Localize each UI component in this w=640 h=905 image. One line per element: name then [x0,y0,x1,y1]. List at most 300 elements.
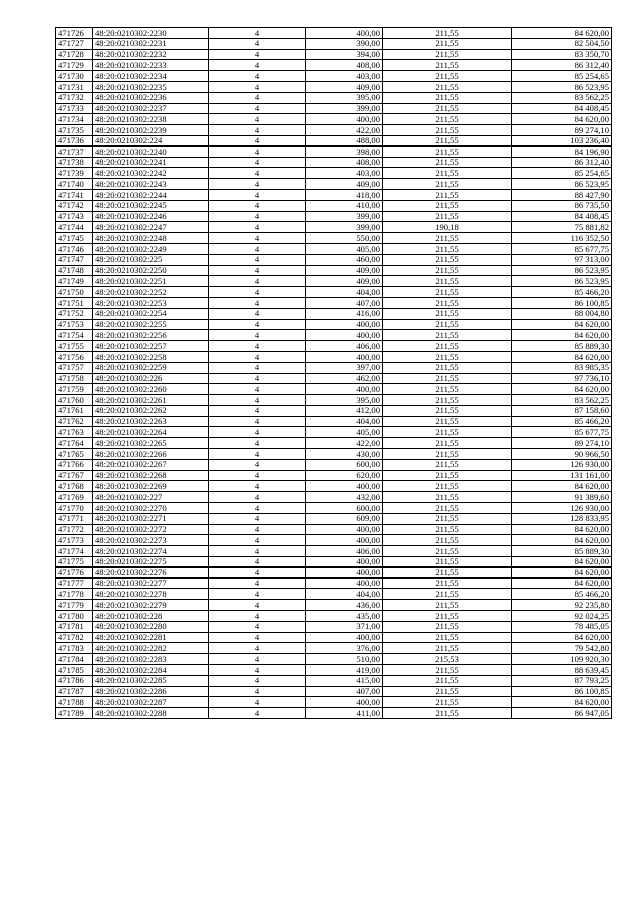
area-cell: 400,00 [306,535,383,546]
group-number-cell: 4 [209,643,306,654]
record-number-cell: 471742 [56,200,93,211]
specific-value-cell: 211,55 [383,405,512,416]
cadastral-number-cell: 48:20:0210302:2275 [93,557,209,568]
group-number-cell: 4 [209,362,306,373]
group-number-cell: 4 [209,416,306,427]
group-number-cell: 4 [209,157,306,168]
specific-value-cell: 211,55 [383,189,512,200]
cadastral-number-cell: 48:20:0210302:2286 [93,686,209,697]
cadastral-number-cell: 48:20:0210302:2248 [93,233,209,244]
group-number-cell: 4 [209,276,306,287]
record-number-cell: 471788 [56,697,93,708]
group-number-cell: 4 [209,535,306,546]
cadastral-value-cell: 92 024,25 [512,611,612,622]
area-cell: 400,00 [306,319,383,330]
cadastral-number-cell: 48:20:0210302:2285 [93,675,209,686]
cadastral-number-cell: 48:20:0210302:2238 [93,114,209,125]
table-row [56,589,612,600]
record-number-cell: 471756 [56,351,93,362]
area-cell: 432,00 [306,492,383,503]
cadastral-value-cell: 91 389,60 [512,492,612,503]
area-cell: 406,00 [306,341,383,352]
specific-value-cell: 211,55 [383,546,512,557]
specific-value-cell: 211,55 [383,28,512,39]
cadastral-value-cell: 83 562,25 [512,395,612,406]
table-row [56,362,612,373]
area-cell: 407,00 [306,297,383,308]
cadastral-number-cell: 48:20:0210302:2244 [93,189,209,200]
record-number-cell: 471765 [56,449,93,460]
cadastral-number-cell: 48:20:0210302:2267 [93,459,209,470]
cadastral-number-cell: 48:20:0210302:2235 [93,81,209,92]
group-number-cell: 4 [209,211,306,222]
area-cell: 400,00 [306,114,383,125]
specific-value-cell: 211,55 [383,308,512,319]
cadastral-value-cell: 84 620,00 [512,535,612,546]
group-number-cell: 4 [209,708,306,719]
group-number-cell: 4 [209,686,306,697]
group-number-cell: 4 [209,49,306,60]
area-cell: 376,00 [306,643,383,654]
group-number-cell: 4 [209,92,306,103]
group-number-cell: 4 [209,503,306,514]
cadastral-number-cell: 48:20:0210302:2255 [93,319,209,330]
specific-value-cell: 211,55 [383,395,512,406]
cadastral-number-cell: 48:20:0210302:2266 [93,449,209,460]
cadastral-number-cell: 48:20:0210302:2270 [93,503,209,514]
record-number-cell: 471787 [56,686,93,697]
area-cell: 418,00 [306,189,383,200]
group-number-cell: 4 [209,71,306,82]
cadastral-value-cell: 128 833,95 [512,513,612,524]
area-cell: 409,00 [306,276,383,287]
record-number-cell: 471781 [56,621,93,632]
cadastral-value-cell: 97 736,10 [512,373,612,384]
table-row [56,600,612,611]
group-number-cell: 4 [209,146,306,157]
record-number-cell: 471754 [56,330,93,341]
specific-value-cell: 211,55 [383,243,512,254]
area-cell: 400,00 [306,578,383,589]
cadastral-number-cell: 48:20:0210302:2239 [93,125,209,136]
cadastral-number-cell: 48:20:0210302:2243 [93,179,209,190]
specific-value-cell: 211,55 [383,146,512,157]
area-cell: 400,00 [306,557,383,568]
table-row [56,567,612,578]
cadastral-value-cell: 86 523,95 [512,276,612,287]
area-cell: 407,00 [306,686,383,697]
group-number-cell: 4 [209,675,306,686]
specific-value-cell: 211,55 [383,665,512,676]
table-row [56,578,612,589]
specific-value-cell: 211,55 [383,38,512,49]
record-number-cell: 471727 [56,38,93,49]
group-number-cell: 4 [209,135,306,146]
cadastral-number-cell: 48:20:0210302:226 [93,373,209,384]
group-number-cell: 4 [209,103,306,114]
record-number-cell: 471764 [56,438,93,449]
specific-value-cell: 211,55 [383,103,512,114]
specific-value-cell: 211,55 [383,384,512,395]
table-row [56,351,612,362]
cadastral-value-cell: 85 889,30 [512,341,612,352]
group-number-cell: 4 [209,654,306,665]
cadastral-number-cell: 48:20:0210302:2251 [93,276,209,287]
cadastral-number-cell: 48:20:0210302:2257 [93,341,209,352]
specific-value-cell: 211,55 [383,341,512,352]
specific-value-cell: 211,55 [383,200,512,211]
specific-value-cell: 211,55 [383,92,512,103]
cadastral-value-cell: 86 100,85 [512,297,612,308]
specific-value-cell: 211,55 [383,373,512,384]
group-number-cell: 4 [209,405,306,416]
record-number-cell: 471760 [56,395,93,406]
table-row [56,643,612,654]
group-number-cell: 4 [209,600,306,611]
table-row [56,38,612,49]
group-number-cell: 4 [209,168,306,179]
group-number-cell: 4 [209,38,306,49]
record-number-cell: 471741 [56,189,93,200]
table-row [56,103,612,114]
record-number-cell: 471789 [56,708,93,719]
group-number-cell: 4 [209,341,306,352]
cadastral-value-cell: 84 620,00 [512,330,612,341]
group-number-cell: 4 [209,351,306,362]
area-cell: 416,00 [306,308,383,319]
cadastral-value-cell: 84 620,00 [512,524,612,535]
group-number-cell: 4 [209,125,306,136]
table-row [56,146,612,157]
cadastral-value-cell: 86 523,95 [512,81,612,92]
record-number-cell: 471745 [56,233,93,244]
table-row [56,81,612,92]
group-number-cell: 4 [209,665,306,676]
table-row [56,535,612,546]
specific-value-cell: 211,55 [383,233,512,244]
area-cell: 419,00 [306,665,383,676]
cadastral-number-cell: 48:20:0210302:2264 [93,427,209,438]
cadastral-number-cell: 48:20:0210302:2276 [93,567,209,578]
group-number-cell: 4 [209,557,306,568]
cadastral-value-cell: 83 985,35 [512,362,612,373]
group-number-cell: 4 [209,481,306,492]
cadastral-value-cell: 89 274,10 [512,438,612,449]
cadastral-number-cell: 48:20:0210302:2240 [93,146,209,157]
group-number-cell: 4 [209,632,306,643]
record-number-cell: 471762 [56,416,93,427]
record-number-cell: 471759 [56,384,93,395]
record-number-cell: 471747 [56,254,93,265]
specific-value-cell: 211,55 [383,135,512,146]
cadastral-number-cell: 48:20:0210302:2272 [93,524,209,535]
record-number-cell: 471752 [56,308,93,319]
cadastral-value-cell: 109 920,30 [512,654,612,665]
table-row [56,341,612,352]
cadastral-number-cell: 48:20:0210302:2258 [93,351,209,362]
area-cell: 394,00 [306,49,383,60]
group-number-cell: 4 [209,189,306,200]
cadastral-number-cell: 48:20:0210302:2230 [93,28,209,39]
table-row [56,157,612,168]
table-row [56,557,612,568]
group-number-cell: 4 [209,449,306,460]
cadastral-value-cell: 84 620,00 [512,351,612,362]
cadastral-number-cell: 48:20:0210302:2274 [93,546,209,557]
record-number-cell: 471748 [56,265,93,276]
cadastral-number-cell: 48:20:0210302:2232 [93,49,209,60]
table-row [56,330,612,341]
cadastral-value-cell: 84 620,00 [512,28,612,39]
specific-value-cell: 211,55 [383,600,512,611]
cadastral-value-cell: 85 677,75 [512,243,612,254]
cadastral-number-cell: 48:20:0210302:2256 [93,330,209,341]
table-row [56,449,612,460]
cadastral-value-cell: 116 352,50 [512,233,612,244]
area-cell: 400,00 [306,697,383,708]
table-row [56,665,612,676]
table-row [56,513,612,524]
record-number-cell: 471776 [56,567,93,578]
cadastral-value-cell: 84 620,00 [512,384,612,395]
cadastral-number-cell: 48:20:0210302:2281 [93,632,209,643]
table-row [56,405,612,416]
table-row [56,28,612,39]
cadastral-value-cell: 86 523,95 [512,265,612,276]
group-number-cell: 4 [209,28,306,39]
cadastral-value-cell: 87 158,60 [512,405,612,416]
group-number-cell: 4 [209,578,306,589]
group-number-cell: 4 [209,524,306,535]
area-cell: 404,00 [306,287,383,298]
record-number-cell: 471755 [56,341,93,352]
cadastral-number-cell: 48:20:0210302:2241 [93,157,209,168]
specific-value-cell: 211,55 [383,157,512,168]
area-cell: 436,00 [306,600,383,611]
record-number-cell: 471786 [56,675,93,686]
cadastral-value-cell: 131 161,00 [512,470,612,481]
specific-value-cell: 211,55 [383,416,512,427]
specific-value-cell: 211,55 [383,643,512,654]
table-row [56,481,612,492]
group-number-cell: 4 [209,265,306,276]
record-number-cell: 471758 [56,373,93,384]
area-cell: 400,00 [306,384,383,395]
table-row [56,459,612,470]
specific-value-cell: 211,55 [383,470,512,481]
area-cell: 403,00 [306,168,383,179]
record-number-cell: 471763 [56,427,93,438]
specific-value-cell: 211,55 [383,211,512,222]
specific-value-cell: 211,55 [383,49,512,60]
area-cell: 405,00 [306,243,383,254]
cadastral-value-cell: 85 466,20 [512,287,612,298]
cadastral-number-cell: 48:20:0210302:224 [93,135,209,146]
record-number-cell: 471731 [56,81,93,92]
area-cell: 409,00 [306,265,383,276]
record-number-cell: 471738 [56,157,93,168]
group-number-cell: 4 [209,697,306,708]
table-row [56,243,612,254]
cadastral-value-cell: 86 312,40 [512,60,612,71]
area-cell: 409,00 [306,81,383,92]
table-row [56,416,612,427]
group-number-cell: 4 [209,243,306,254]
area-cell: 462,00 [306,373,383,384]
record-number-cell: 471730 [56,71,93,82]
area-cell: 400,00 [306,481,383,492]
table-row [56,384,612,395]
table-row [56,470,612,481]
table-row [56,125,612,136]
group-number-cell: 4 [209,114,306,125]
record-number-cell: 471735 [56,125,93,136]
area-cell: 405,00 [306,427,383,438]
area-cell: 403,00 [306,71,383,82]
cadastral-value-cell: 126 930,00 [512,459,612,470]
record-number-cell: 471777 [56,578,93,589]
specific-value-cell: 211,55 [383,438,512,449]
cadastral-value-cell: 86 312,40 [512,157,612,168]
record-number-cell: 471734 [56,114,93,125]
cadastral-number-cell: 48:20:0210302:2282 [93,643,209,654]
specific-value-cell: 211,55 [383,254,512,265]
specific-value-cell: 211,55 [383,276,512,287]
cadastral-value-cell: 87 793,25 [512,675,612,686]
cadastral-value-cell: 85 466,20 [512,589,612,600]
table-row [56,135,612,146]
group-number-cell: 4 [209,373,306,384]
group-number-cell: 4 [209,308,306,319]
cadastral-number-cell: 48:20:0210302:2280 [93,621,209,632]
specific-value-cell: 211,55 [383,60,512,71]
cadastral-number-cell: 48:20:0210302:2250 [93,265,209,276]
area-cell: 390,00 [306,38,383,49]
cadastral-number-cell: 48:20:0210302:2247 [93,222,209,233]
cadastral-number-cell: 48:20:0210302:2231 [93,38,209,49]
table-row [56,492,612,503]
specific-value-cell: 211,55 [383,697,512,708]
cadastral-value-cell: 97 313,00 [512,254,612,265]
specific-value-cell: 211,55 [383,459,512,470]
specific-value-cell: 211,55 [383,686,512,697]
cadastral-value-cell: 75 881,82 [512,222,612,233]
record-number-cell: 471728 [56,49,93,60]
cadastral-value-cell: 86 523,95 [512,179,612,190]
area-cell: 600,00 [306,503,383,514]
area-cell: 550,00 [306,233,383,244]
table-row [56,254,612,265]
table-row [56,686,612,697]
table-row [56,621,612,632]
record-number-cell: 471782 [56,632,93,643]
cadastral-value-cell: 92 235,80 [512,600,612,611]
record-number-cell: 471729 [56,60,93,71]
specific-value-cell: 211,55 [383,492,512,503]
specific-value-cell: 211,55 [383,427,512,438]
group-number-cell: 4 [209,395,306,406]
record-number-cell: 471749 [56,276,93,287]
area-cell: 510,00 [306,654,383,665]
record-number-cell: 471774 [56,546,93,557]
specific-value-cell: 211,55 [383,330,512,341]
record-number-cell: 471751 [56,297,93,308]
record-number-cell: 471732 [56,92,93,103]
record-number-cell: 471739 [56,168,93,179]
group-number-cell: 4 [209,621,306,632]
cadastral-number-cell: 48:20:0210302:228 [93,611,209,622]
group-number-cell: 4 [209,60,306,71]
cadastral-value-cell: 88 639,45 [512,665,612,676]
area-cell: 404,00 [306,416,383,427]
specific-value-cell: 211,55 [383,567,512,578]
specific-value-cell: 211,55 [383,524,512,535]
cadastral-value-cell: 86 100,85 [512,686,612,697]
cadastral-number-cell: 48:20:0210302:2261 [93,395,209,406]
specific-value-cell: 211,55 [383,557,512,568]
cadastral-number-cell: 48:20:0210302:2252 [93,287,209,298]
table-body [56,28,612,719]
area-cell: 371,00 [306,621,383,632]
record-number-cell: 471769 [56,492,93,503]
cadastral-number-cell: 48:20:0210302:2262 [93,405,209,416]
table-row [56,233,612,244]
cadastral-number-cell: 48:20:0210302:2233 [93,60,209,71]
specific-value-cell: 190,18 [383,222,512,233]
group-number-cell: 4 [209,254,306,265]
cadastral-number-cell: 48:20:0210302:2283 [93,654,209,665]
specific-value-cell: 211,55 [383,351,512,362]
cadastral-value-cell: 83 350,70 [512,49,612,60]
area-cell: 411,00 [306,708,383,719]
specific-value-cell: 211,55 [383,513,512,524]
area-cell: 397,00 [306,362,383,373]
cadastral-number-cell: 48:20:0210302:2277 [93,578,209,589]
area-cell: 409,00 [306,179,383,190]
cadastral-number-cell: 48:20:0210302:225 [93,254,209,265]
specific-value-cell: 211,55 [383,481,512,492]
cadastral-value-cell: 84 408,45 [512,103,612,114]
table-row [56,114,612,125]
cadastral-number-cell: 48:20:0210302:2279 [93,600,209,611]
cadastral-value-cell: 84 620,00 [512,319,612,330]
area-cell: 406,00 [306,546,383,557]
cadastral-value-cell: 84 620,00 [512,632,612,643]
record-number-cell: 471761 [56,405,93,416]
table-row [56,395,612,406]
table-row [56,319,612,330]
table-row [56,503,612,514]
cadastral-value-cell: 126 930,00 [512,503,612,514]
area-cell: 400,00 [306,632,383,643]
group-number-cell: 4 [209,546,306,557]
group-number-cell: 4 [209,611,306,622]
area-cell: 404,00 [306,589,383,600]
record-number-cell: 471740 [56,179,93,190]
group-number-cell: 4 [209,222,306,233]
cadastral-number-cell: 48:20:0210302:2245 [93,200,209,211]
table-row [56,297,612,308]
specific-value-cell: 211,55 [383,168,512,179]
table-row [56,222,612,233]
area-cell: 609,00 [306,513,383,524]
cadastral-value-cell: 86 947,05 [512,708,612,719]
area-cell: 422,00 [306,438,383,449]
specific-value-cell: 211,55 [383,578,512,589]
record-number-cell: 471753 [56,319,93,330]
group-number-cell: 4 [209,179,306,190]
cadastral-number-cell: 48:20:0210302:2237 [93,103,209,114]
